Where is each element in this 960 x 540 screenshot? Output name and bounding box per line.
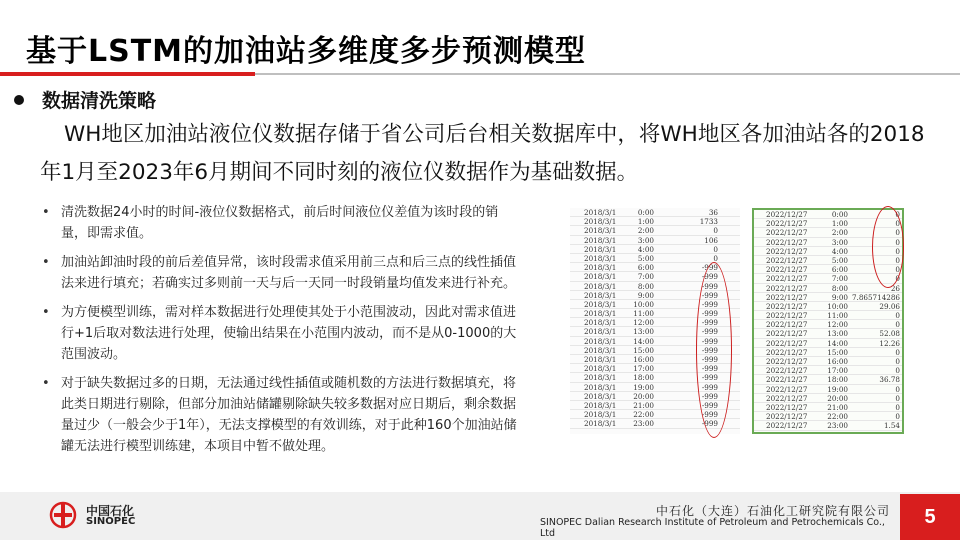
annotation-oval-missing-values <box>696 262 732 438</box>
time-cell: 17:00 <box>633 364 654 374</box>
date-cell: 2022/12/27 <box>766 412 808 422</box>
cleaned-data-row <box>754 394 902 403</box>
value-cell: 0 <box>895 384 900 394</box>
value-cell: -999 <box>701 400 718 410</box>
cleaned-data-row <box>754 385 902 394</box>
date-cell: 2022/12/27 <box>766 375 808 385</box>
date-cell: 2018/3/1 <box>584 327 617 337</box>
time-cell: 1:00 <box>831 219 848 229</box>
value-cell: -999 <box>701 299 718 309</box>
cleaned-data-row <box>754 366 902 375</box>
date-cell: 2018/3/1 <box>584 336 617 346</box>
time-cell: 6:00 <box>637 263 654 273</box>
value-cell: 1.54 <box>883 421 900 431</box>
time-cell: 9:00 <box>637 290 654 300</box>
date-cell: 2022/12/27 <box>766 283 808 293</box>
date-cell: 2022/12/27 <box>766 311 808 321</box>
value-cell: 36 <box>708 208 718 217</box>
time-cell: 8:00 <box>831 283 848 293</box>
value-cell: 0 <box>895 255 900 265</box>
value-cell: -999 <box>701 355 718 364</box>
date-cell: 2018/3/1 <box>584 373 617 383</box>
time-cell: 18:00 <box>633 373 654 383</box>
time-cell: 22:00 <box>633 410 654 420</box>
date-cell: 2018/3/1 <box>584 226 617 236</box>
value-cell: 7.865714286 <box>851 292 900 302</box>
time-cell: 21:00 <box>827 402 848 412</box>
cleaned-data-row <box>754 320 902 329</box>
cleaned-data-row <box>754 348 902 357</box>
value-cell: -999 <box>701 327 718 337</box>
cleaned-data-row <box>754 302 902 311</box>
value-cell: -999 <box>701 373 718 383</box>
date-cell: 2018/3/1 <box>584 244 617 254</box>
value-cell: 0 <box>895 393 900 403</box>
value-cell: -999 <box>701 382 718 392</box>
annotation-oval-zero-values <box>872 206 904 288</box>
time-cell: 15:00 <box>827 347 848 357</box>
date-cell: 2022/12/27 <box>766 393 808 403</box>
value-cell: 0 <box>895 320 900 330</box>
date-cell: 2018/3/1 <box>584 235 617 245</box>
raw-data-row <box>570 217 740 226</box>
date-cell: 2022/12/27 <box>766 210 808 219</box>
time-cell: 4:00 <box>831 246 848 256</box>
value-cell: -999 <box>701 345 718 355</box>
value-cell: 26 <box>890 283 900 293</box>
time-cell: 12:00 <box>633 318 654 328</box>
date-cell: 2018/3/1 <box>584 299 617 309</box>
value-cell: 106 <box>704 235 718 245</box>
date-cell: 2022/12/27 <box>766 265 808 275</box>
section-heading <box>14 86 156 113</box>
bullet-item: • 加油站卸油时段的前后差值异常，该时段需求值采用前三点和后三点的线性插值法来进行填充；若确实过多则前一天与后一天同一时段销量均值发来进行补充。 <box>42 252 520 294</box>
time-cell: 2:00 <box>637 226 654 236</box>
value-cell: 1733 <box>699 217 718 227</box>
date-cell: 2018/3/1 <box>584 217 617 227</box>
organization-name-en: SINOPEC Dalian Research Institute of Petroleum and Petrochemicals Co., Ltd <box>540 517 885 539</box>
bullet-dot-icon <box>14 95 24 105</box>
title-underline-rule <box>255 73 960 75</box>
time-cell: 7:00 <box>831 274 848 284</box>
cleaned-data-row <box>754 311 902 320</box>
value-cell: -999 <box>701 410 718 420</box>
cleaned-data-row <box>754 293 902 302</box>
time-cell: 22:00 <box>827 412 848 422</box>
date-cell: 2018/3/1 <box>584 345 617 355</box>
time-cell: 16:00 <box>827 357 848 366</box>
value-cell: 0 <box>895 228 900 238</box>
time-cell: 12:00 <box>827 320 848 330</box>
time-cell: 2:00 <box>831 228 848 238</box>
date-cell: 2022/12/27 <box>766 292 808 302</box>
time-cell: 10:00 <box>633 299 654 309</box>
time-cell: 0:00 <box>637 208 654 217</box>
time-cell: 3:00 <box>831 237 848 247</box>
cleaned-data-row <box>754 357 902 366</box>
time-cell: 23:00 <box>827 421 848 431</box>
value-cell: 0 <box>713 253 718 263</box>
organization-name-cn: 中石化（大连）石油化工研究院有限公司 <box>655 504 890 518</box>
raw-data-row <box>570 236 740 245</box>
value-cell: -999 <box>701 364 718 374</box>
date-cell: 2022/12/27 <box>766 347 808 357</box>
slide-title: 基于LSTM的加油站多维度多步预测模型 <box>26 34 587 69</box>
time-cell: 6:00 <box>831 265 848 275</box>
time-cell: 7:00 <box>637 272 654 282</box>
value-cell: 0 <box>895 366 900 376</box>
date-cell: 2018/3/1 <box>584 208 617 217</box>
time-cell: 14:00 <box>633 336 654 346</box>
time-cell: 23:00 <box>633 419 654 429</box>
time-cell: 1:00 <box>637 217 654 227</box>
value-cell: 36.78 <box>879 375 900 385</box>
value-cell: 0 <box>895 274 900 284</box>
value-cell: 0 <box>895 265 900 275</box>
date-cell: 2018/3/1 <box>584 272 617 282</box>
cleaned-data-row <box>754 421 902 430</box>
value-cell: 52.08 <box>879 329 900 339</box>
cleaned-data-row <box>754 375 902 384</box>
date-cell: 2018/3/1 <box>584 400 617 410</box>
time-cell: 3:00 <box>637 235 654 245</box>
time-cell: 19:00 <box>827 384 848 394</box>
date-cell: 2018/3/1 <box>584 419 617 429</box>
time-cell: 13:00 <box>633 327 654 337</box>
date-cell: 2018/3/1 <box>584 355 617 364</box>
time-cell: 13:00 <box>827 329 848 339</box>
section-heading-label: 数据清洗策略 <box>42 90 157 112</box>
date-cell: 2018/3/1 <box>584 410 617 420</box>
date-cell: 2022/12/27 <box>766 357 808 366</box>
time-cell: 11:00 <box>633 309 654 319</box>
time-cell: 14:00 <box>827 338 848 348</box>
cleaned-data-row <box>754 403 902 412</box>
page-number: 5 <box>900 494 960 540</box>
date-cell: 2018/3/1 <box>584 309 617 319</box>
date-cell: 2022/12/27 <box>766 366 808 376</box>
time-cell: 5:00 <box>637 253 654 263</box>
date-cell: 2018/3/1 <box>584 391 617 401</box>
time-cell: 20:00 <box>827 393 848 403</box>
time-cell: 0:00 <box>831 210 848 219</box>
raw-data-row <box>570 226 740 235</box>
value-cell: 0 <box>895 357 900 366</box>
time-cell: 9:00 <box>831 292 848 302</box>
value-cell: 0 <box>895 237 900 247</box>
time-cell: 19:00 <box>633 382 654 392</box>
value-cell: -999 <box>701 309 718 319</box>
date-cell: 2022/12/27 <box>766 329 808 339</box>
time-cell: 16:00 <box>633 355 654 364</box>
value-cell: -999 <box>701 318 718 328</box>
date-cell: 2018/3/1 <box>584 318 617 328</box>
date-cell: 2022/12/27 <box>766 320 808 330</box>
value-cell: 0 <box>895 219 900 229</box>
value-cell: 0 <box>895 412 900 422</box>
value-cell: 0 <box>895 402 900 412</box>
time-cell: 18:00 <box>827 375 848 385</box>
time-cell: 21:00 <box>633 400 654 410</box>
date-cell: 2022/12/27 <box>766 274 808 284</box>
date-cell: 2018/3/1 <box>584 281 617 291</box>
raw-data-row <box>570 245 740 254</box>
title-underline-accent <box>0 72 255 76</box>
value-cell: 0 <box>713 244 718 254</box>
time-cell: 15:00 <box>633 345 654 355</box>
time-cell: 5:00 <box>831 255 848 265</box>
value-cell: 0 <box>895 311 900 321</box>
date-cell: 2022/12/27 <box>766 255 808 265</box>
time-cell: 4:00 <box>637 244 654 254</box>
date-cell: 2022/12/27 <box>766 301 808 311</box>
value-cell: 0 <box>713 226 718 236</box>
bullet-item: • 为方便模型训练，需对样本数据进行处理使其处于小范围波动，因此对需求值进行+1后取对数法进行处理，使输出结果在小范围内波动，而不是从0-1000的大范围波动。 <box>42 302 520 365</box>
date-cell: 2022/12/27 <box>766 384 808 394</box>
date-cell: 2018/3/1 <box>584 290 617 300</box>
date-cell: 2022/12/27 <box>766 219 808 229</box>
value-cell: -999 <box>701 281 718 291</box>
date-cell: 2018/3/1 <box>584 382 617 392</box>
bullet-item: • 对于缺失数据过多的日期，无法通过线性插值或随机数的方法进行数据填充，将此类日期进行剔除，但部分加油站储罐剔除缺失较多数据对应日期后，剩余数据量过少（一般会少于1年），无法支撑模型的有效训练，对于此种160个加油站储罐无法进行模型训练建，本项目中暂不做处理。 <box>42 373 520 457</box>
value-cell: 12.26 <box>879 338 900 348</box>
cleaned-data-row <box>754 329 902 338</box>
value-cell: -999 <box>701 391 718 401</box>
cleaned-data-row <box>754 339 902 348</box>
cleaned-data-row <box>754 284 902 293</box>
date-cell: 2022/12/27 <box>766 228 808 238</box>
date-cell: 2018/3/1 <box>584 364 617 374</box>
logo-text-cn: 中国石化 <box>86 504 135 518</box>
bullet-item: • 清洗数据24小时的时间-液位仪数据格式，前后时间液位仪差值为该时段的销量，即需求值。 <box>42 202 520 244</box>
value-cell: 0 <box>895 246 900 256</box>
date-cell: 2022/12/27 <box>766 402 808 412</box>
date-cell: 2018/3/1 <box>584 253 617 263</box>
value-cell: 29.06 <box>879 301 900 311</box>
sinopec-logo-icon <box>48 500 78 530</box>
logo-text-en: SINOPEC <box>86 516 136 527</box>
footer-bar <box>0 492 960 540</box>
date-cell: 2018/3/1 <box>584 263 617 273</box>
time-cell: 20:00 <box>633 391 654 401</box>
value-cell: 0 <box>895 347 900 357</box>
value-cell: -999 <box>701 290 718 300</box>
bullet-list <box>42 202 520 465</box>
date-cell: 2022/12/27 <box>766 421 808 431</box>
value-cell: -999 <box>701 336 718 346</box>
intro-paragraph: WH地区加油站液位仪数据存储于省公司后台相关数据库中，将WH地区各加油站各的2018年1月至2023年6月期间不同时刻的液位仪数据作为基础数据。 <box>40 122 925 185</box>
value-cell: 0 <box>895 210 900 219</box>
date-cell: 2022/12/27 <box>766 246 808 256</box>
value-cell: -999 <box>701 263 718 273</box>
time-cell: 8:00 <box>637 281 654 291</box>
value-cell: -999 <box>701 272 718 282</box>
time-cell: 10:00 <box>827 301 848 311</box>
raw-data-row <box>570 208 740 217</box>
cleaned-data-row <box>754 412 902 421</box>
time-cell: 17:00 <box>827 366 848 376</box>
date-cell: 2022/12/27 <box>766 237 808 247</box>
time-cell: 11:00 <box>827 311 848 321</box>
date-cell: 2022/12/27 <box>766 338 808 348</box>
value-cell: -999 <box>701 419 718 429</box>
